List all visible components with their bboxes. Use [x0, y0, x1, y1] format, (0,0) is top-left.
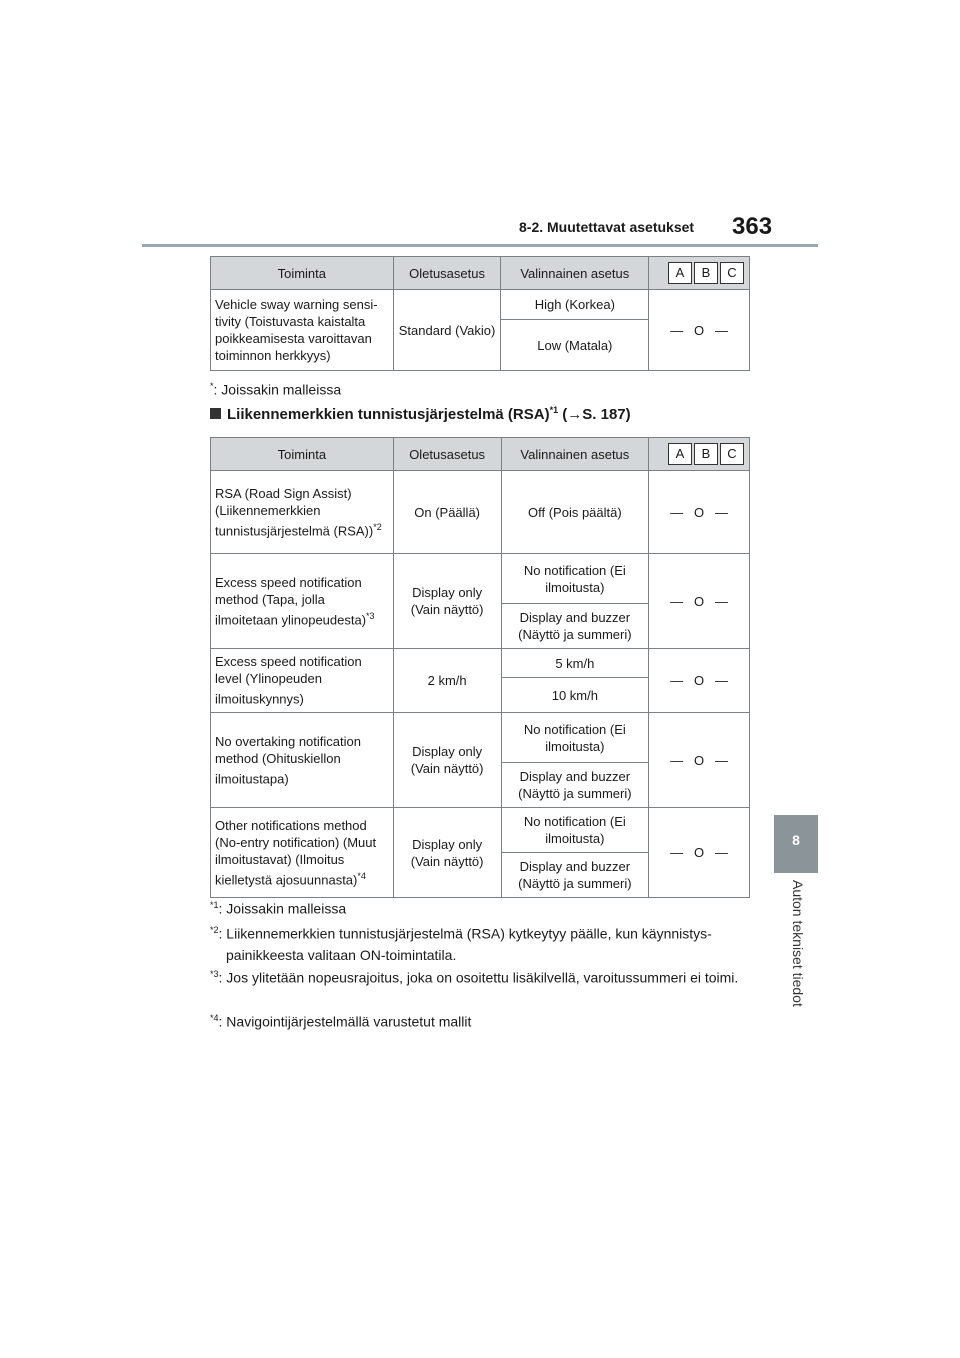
col-optional: Valinnainen asetus: [501, 257, 649, 290]
option-cell: 10 km/h: [501, 678, 649, 713]
table-row: [211, 808, 750, 853]
function-cell: Vehicle sway warning sensi-tivity (Toistuvasta kaistalta poikkeamisesta varoittavan toiminnon herkkyys): [211, 290, 394, 371]
table-row: [211, 554, 750, 604]
section-heading: 8-2. Muutettavat asetukset: [519, 219, 695, 235]
col-c: C: [720, 262, 744, 284]
footnote-2: $^{*2}$: Liikennemerkkien tunnistusjärjestelmä (RSA) kytkeytyy päälle, kun käynnistys-painikkeesta valitaan ON-toimintatila.: [210, 925, 712, 963]
availability-cell: — O —: [649, 554, 750, 649]
option-cell: No notification (Ei ilmoitusta): [501, 808, 649, 853]
availability-cell: — O —: [649, 808, 750, 898]
function-cell: No overtaking notification method (Ohituskiellon ilmoitustapa): [211, 713, 394, 808]
col-abc: A B C: [649, 438, 750, 471]
function-cell: Excess speed notification method (Tapa, jolla ilmoitetaan ylinopeudesta)$^{*3}$: [211, 554, 394, 649]
settings-table-sway: [210, 256, 750, 371]
option-cell: Display and buzzer (Näyttö ja summeri): [501, 853, 649, 898]
default-cell: Display only (Vain näyttö): [393, 808, 501, 898]
col-abc: [649, 257, 750, 290]
availability-cell: — O —: [649, 471, 750, 554]
col-a: A: [668, 262, 692, 284]
table-row: [211, 713, 750, 763]
section-title: Liikennemerkkien tunnistusjärjestelmä (RSA)$^{*1}$ (→S. 187): [210, 405, 631, 423]
option-cell: Low (Matala): [501, 320, 649, 371]
function-cell: Other notifications method (No-entry notification) (Muut ilmoitustavat) (Ilmoitus kielletystä ajosuunnasta)$^{*4}$: [211, 808, 394, 898]
option-cell: High (Korkea): [501, 290, 649, 320]
col-b: B: [694, 262, 718, 284]
footnote-3: $^{*3}$: Jos ylitetään nopeusrajoitus, joka on osoitettu lisäkilvellä, varoitussummeri ei toimi.: [210, 969, 739, 986]
function-cell: RSA (Road Sign Assist) (Liikennemerkkien tunnistusjärjestelmä (RSA))$^{*2}$: [211, 471, 394, 554]
option-cell: 5 km/h: [501, 649, 649, 678]
table-row: [211, 290, 750, 320]
footnote-4: $^{*4}$: Navigointijärjestelmällä varustetut mallit: [210, 1013, 472, 1030]
chapter-number: 8: [792, 832, 800, 848]
col-function: Toiminta: [211, 257, 394, 290]
table-header-row: [211, 257, 750, 290]
page-number: 363: [732, 213, 773, 240]
function-cell: Excess speed notification level (Ylinopeuden ilmoituskynnys): [211, 649, 394, 713]
table-header-row: [211, 438, 750, 471]
default-cell: 2 km/h: [393, 649, 501, 713]
table-row: [211, 471, 750, 554]
bullet-square-icon: [210, 408, 221, 419]
option-cell: Display and buzzer (Näyttö ja summeri): [501, 604, 649, 649]
availability-cell: — O —: [649, 649, 750, 713]
chapter-title-vertical: [786, 880, 808, 1030]
default-cell: Standard (Vakio): [393, 290, 501, 371]
col-optional: Valinnainen asetus: [501, 438, 649, 471]
settings-table-rsa: [210, 437, 750, 898]
option-cell: Display and buzzer (Näyttö ja summeri): [501, 763, 649, 808]
default-cell: Display only (Vain näyttö): [393, 554, 501, 649]
option-cell: No notification (Ei ilmoitusta): [501, 713, 649, 763]
col-default: Oletusasetus: [393, 257, 501, 290]
col-default: Oletusasetus: [393, 438, 501, 471]
default-cell: Display only (Vain näyttö): [393, 713, 501, 808]
table-row: [211, 649, 750, 678]
availability-cell: — O —: [649, 713, 750, 808]
col-function: Toiminta: [211, 438, 394, 471]
option-cell: No notification (Ei ilmoitusta): [501, 554, 649, 604]
footnote-1: $^{*1}$: Joissakin malleissa: [210, 900, 347, 917]
option-cell: Off (Pois päältä): [501, 471, 649, 554]
default-cell: On (Päällä): [393, 471, 501, 554]
note-asterisk: *: Joissakin malleissa: [210, 381, 342, 398]
chapter-title: Auton tekniset tiedot: [790, 880, 806, 1007]
availability-cell: — O —: [649, 290, 750, 371]
header-rule: [142, 244, 818, 247]
